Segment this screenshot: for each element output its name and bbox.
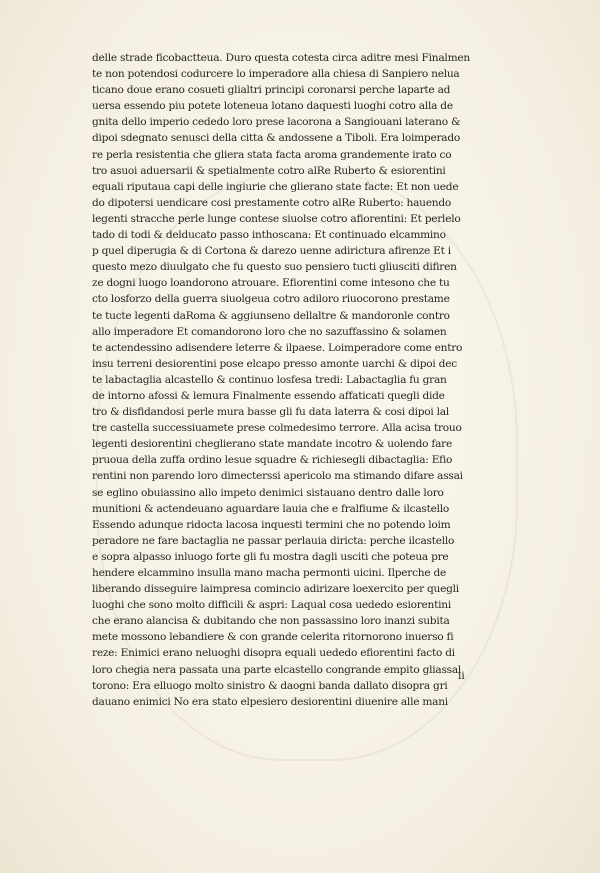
text-line: che erano alancisa & dubitando che non passassino loro inanzi subita <box>92 615 450 628</box>
text-line: gnita dello imperio cededo loro prese lacorona a Sangiouani laterano & <box>92 116 461 129</box>
text-line: se eglino obuiassino allo impeto denimici sistauano dentro dalle loro <box>92 486 444 499</box>
text-line: tro & disfidandosi perle mura basse gli fu data laterra & cosi dipoi lal <box>92 406 450 419</box>
text-line: uersa essendo piu potete loteneua lotano daquesti luoghi cotro alla de <box>92 100 453 113</box>
text-line: torono: Era elluogo molto sinistro & daogni banda dallato disopra gri <box>92 679 448 692</box>
text-line: ticano doue erano cosueti glialtri principi coronarsi perche laparte ad <box>92 84 451 97</box>
text-line: legenti desiorentini cheglierano state mandate incotro & uolendo fare <box>92 438 452 451</box>
text-line: re perla resistentia che gliera stata facta aroma grandemente irato co <box>92 148 452 161</box>
text-line: ze dogni luogo loandorono atrouare. Efiorentini come intesono che tu <box>92 277 450 290</box>
text-line: insu terreni desiorentini pose elcapo presso amonte uarchi & dipoi dec <box>92 357 457 370</box>
text-line: cto losforzo della guerra siuolgeua cotro adiloro riuocorono prestame <box>92 293 450 306</box>
folio-number: ii <box>458 670 465 682</box>
text-line: de intorno afossi & lemura Finalmente essendo affaticati quegli dide <box>92 389 445 402</box>
text-line: tado di todi & delducato passo inthoscana: Et continuado elcammino <box>92 229 446 242</box>
text-line: hendere elcammino insulla mano macha permonti uicini. Ilperche de <box>92 567 447 579</box>
text-line: liberando disseguire laimpresa comincio adirizare loexercito per quegli <box>92 583 459 596</box>
body-text <box>92 50 512 710</box>
text-line: rentini non parendo loro dimecterssi apericolo ma stimando difare assai <box>92 470 463 483</box>
text-line: equali riputaua capi delle ingiurie che glierano state facte: Et non uede <box>92 180 459 193</box>
text-line: dauano enimici No era stato elpesiero desiorentini diuenire alle mani <box>92 695 448 708</box>
text-line: peradore ne fare bactaglia ne passar perlauia diricta: perche ilcastello <box>92 534 455 547</box>
text-line: allo imperadore Et comandorono loro che no sazuffassino & solamen <box>92 325 447 338</box>
text-line: dipoi sdegnato senusci della citta & andossene a Tiboli. Era loimperado <box>92 132 461 145</box>
text-line: loro chegia nera passata una parte elcastello congrande empito gliassal <box>92 663 462 676</box>
text-line: luoghi che sono molto difficili & aspri: Laqual cosa uededo esiorentini <box>92 599 451 612</box>
text-line: delle strade ficobactteua. Duro questa cotesta circa aditre mesi Finalmen <box>92 52 470 64</box>
text-line: te tucte legenti daRoma & aggiunseno dellaltre & mandoronle contro <box>92 309 450 322</box>
text-line: pruoua della zuffa ordino lesue squadre & richiesegli dibactaglia: Efio <box>92 454 453 467</box>
text-line: munitioni & actendeuano aguardare lauia che e fralfiume & ilcastello <box>92 502 450 515</box>
text-line: do dipotersi uendicare cosi prestamente cotro alRe Ruberto: hauendo <box>92 196 451 209</box>
text-line: reze: Enimici erano neluoghi disopra equali uededo efiorentini facto di <box>92 647 455 660</box>
text-line: legenti stracche perle lunge contese siuolse cotro afiorentini: Et perlelo <box>92 212 461 225</box>
text-line: tro asuoi aduersarii & spetialmente cotro alRe Ruberto & esiorentini <box>92 164 446 177</box>
text-line: questo mezo diuulgato che fu questo suo pensiero tucti gliusciti difiren <box>92 261 457 274</box>
text-line: p quel diperugia & di Cortona & darezo uenne adirictura afirenze Et i <box>92 245 451 258</box>
text-line: te labactaglia alcastello & continuo losfesa tredi: Labactaglia fu gran <box>92 373 447 386</box>
text-line: Essendo adunque ridocta lacosa inquesti termini che no potendo loim <box>92 518 451 531</box>
text-line: te non potendosi codurcere lo imperadore alla chiesa di Sanpiero nelua <box>92 68 460 81</box>
text-line: e sopra alpasso inluogo forte gli fu mostra dagli usciti che poteua pre <box>92 550 449 563</box>
text-line: tre castella successiuamete prese colmedesimo terrore. Alla acisa trouo <box>92 422 462 435</box>
text-line: te actendessino adisendere leterre & ilpaese. Loimperadore come entro <box>92 341 463 354</box>
text-line: mete mossono lebandiere & con grande celerita ritornorono inuerso fi <box>92 631 454 644</box>
